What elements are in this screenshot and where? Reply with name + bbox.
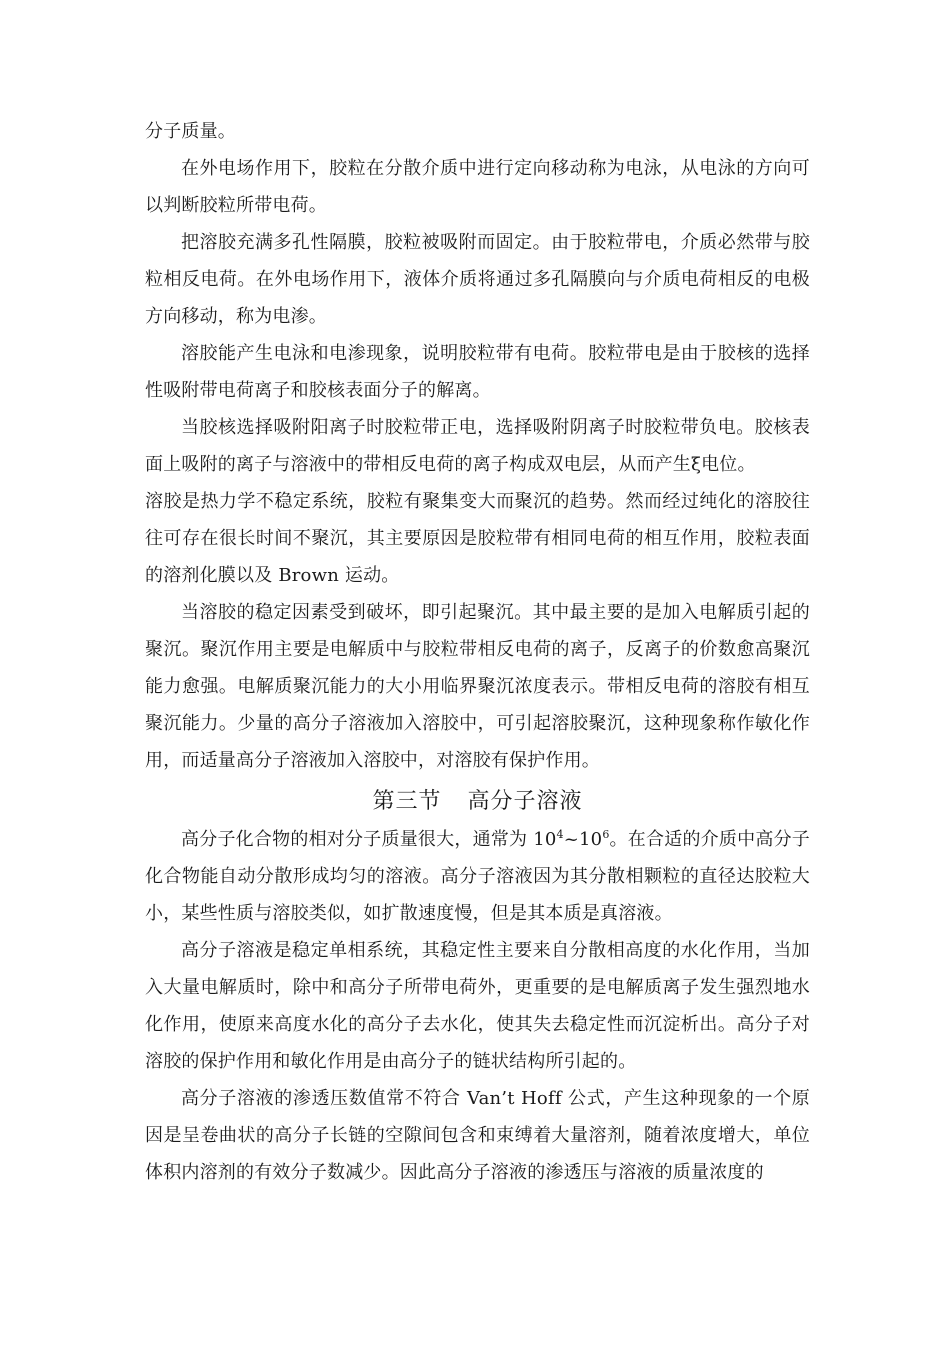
paragraph-macromolecule-intro: 高分子化合物的相对分子质量很大，通常为 $10^4\sim 10^6$。在合适的介质中高分子化合物能自动分散形成均匀的溶液。高分子溶液因为其分散相颗粒的直径达胶粒大小，某些性质与溶胶类似，如扩散速度慢，但是其本质是真溶液。 xyxy=(145,828,811,924)
paragraph-charge-origin: 溶胶能产生电泳和电渗现象，说明胶粒带有电荷。胶粒带电是由于胶核的选择性吸附带电荷离子和胶核表面分子的解离。 xyxy=(145,343,810,401)
paragraph-coagulation: 当溶胶的稳定因素受到破坏，即引起聚沉。其中最主要的是加入电解质引起的聚沉。聚沉作用主要是电解质中与胶粒带相反电荷的离子，反离子的价数愈高聚沉能力愈强。电解质聚沉能力的大小用临界聚沉浓度表示。带相反电荷的溶胶有相互聚沉能力。少量的高分子溶液加入溶胶中，可引起溶胶聚沉，这种现象称作敏化作用，而适量高分子溶液加入溶胶中，对溶胶有保护作用。 xyxy=(145,602,810,771)
paragraph-double-layer: 当胶核选择吸附阳离子时胶粒带正电，选择吸附阴离子时胶粒带负电。胶核表面上吸附的离子与溶液中的带相反电荷的离子构成双电层，从而产生ξ电位。 xyxy=(145,417,810,475)
paragraph-stability: 溶胶是热力学不稳定系统，胶粒有聚集变大而聚沉的趋势。然而经过纯化的溶胶往往可存在很长时间不聚沉，其主要原因是胶粒带有相同电荷的相互作用，胶粒表面的溶剂化膜以及 Brown 运动。 xyxy=(145,491,810,586)
paragraph-osmotic-pressure: 高分子溶液的渗透压数值常不符合 Van’t Hoff 公式，产生这种现象的一个原因是呈卷曲状的高分子长链的空隙间包含和束缚着大量溶剂，随着浓度增大，单位体积内溶剂的有效分子数减少。因此高分子溶液的渗透压与溶液的质量浓度的 xyxy=(145,1088,810,1183)
section-title: 高分子溶液 xyxy=(467,789,583,814)
document-body xyxy=(145,113,810,1191)
paragraph-electrophoresis: 在外电场作用下，胶粒在分散介质中进行定向移动称为电泳，从电泳的方向可以判断胶粒所带电荷。 xyxy=(145,158,810,216)
paragraph-electroosmosis: 把溶胶充满多孔性隔膜，胶粒被吸附而固定。由于胶粒带电，介质必然带与胶粒相反电荷。在外电场作用下，液体介质将通过多孔隔膜向与介质电荷相反的电极方向移动，称为电渗。 xyxy=(145,232,810,327)
exponent-6: 6 xyxy=(602,828,610,841)
section-number: 第三节 xyxy=(372,789,442,814)
section-heading xyxy=(145,785,810,819)
exponent-4: 4 xyxy=(556,828,564,841)
paragraph-macromolecule-stability: 高分子溶液是稳定单相系统，其稳定性主要来自分散相高度的水化作用，当加入大量电解质时，除中和高分子所带电荷外，更重要的是电解质离子发生强烈地水化作用，使原来高度水化的高分子去水化，使其失去稳定性而沉淀析出。高分子对溶胶的保护作用和敏化作用是由高分子的链状结构所引起的。 xyxy=(145,940,810,1072)
paragraph-continuation: 分子质量。 xyxy=(145,121,236,142)
